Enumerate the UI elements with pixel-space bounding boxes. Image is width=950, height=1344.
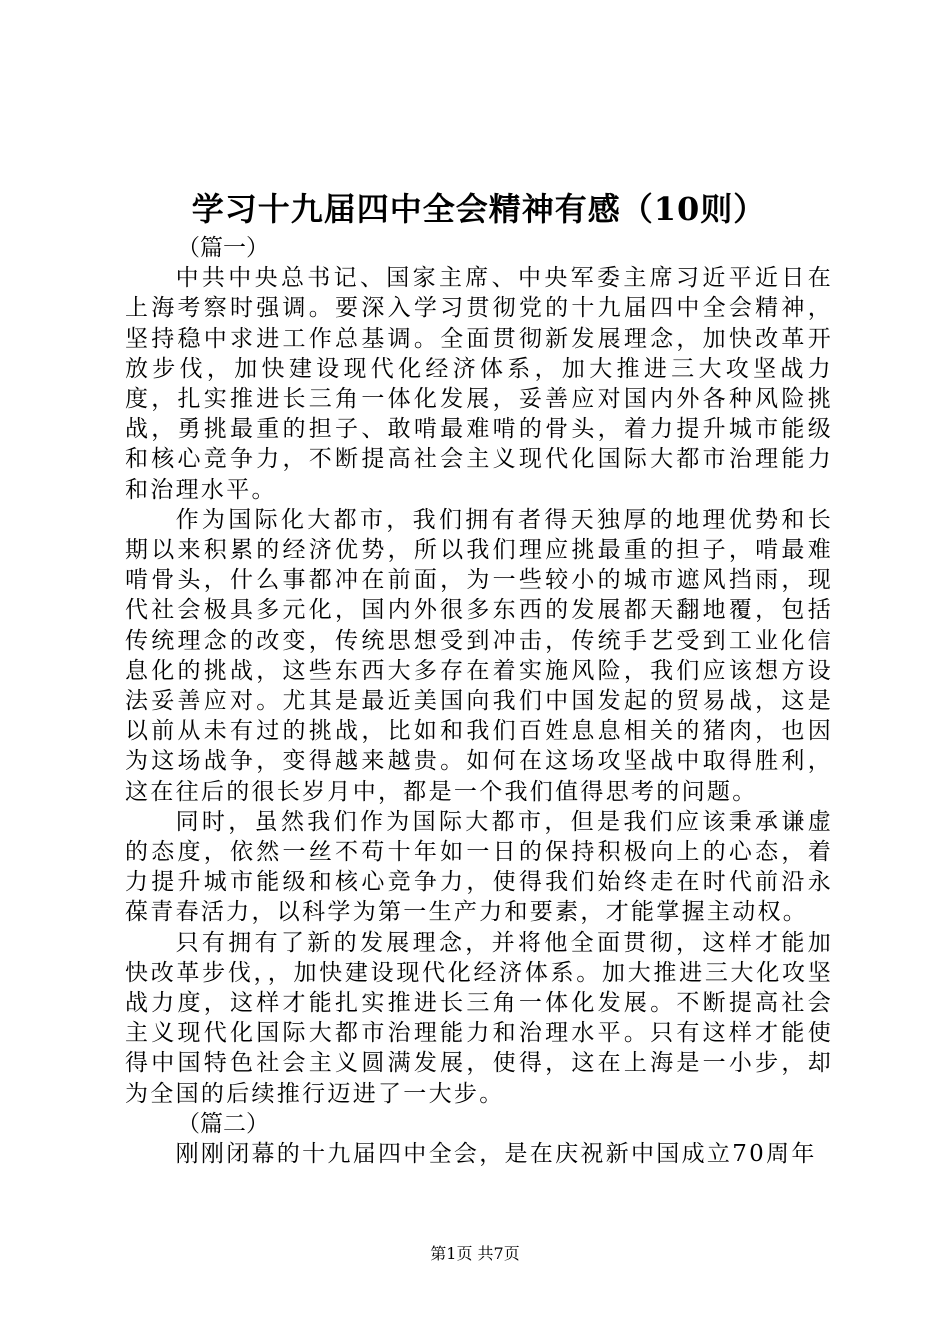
paragraph: 刚刚闭幕的十九届四中全会，是在庆祝新中国成立70周年 (175, 1141, 817, 1168)
page-footer: 第1页 共7页 (430, 1244, 520, 1263)
section-label-1: （篇一） (177, 235, 269, 261)
paragraph: 中共中央总书记、国家主席、中央军委主席习近平近日在上海考察时强调。要深入学习贯彻党的十九届四中全会精神，坚持稳中求进工作总基调。全面贯彻新发展理念，加快改革开放步伐，加快建设现代化经济体系，加大推进三大攻坚战力度，扎实推进长三角一体化发展，妥善应对国内外各种风险挑战，勇挑最重的担子、敢啃最难啃的骨头，着力提升城市能级和核心竞争力，不断提高社会主义现代化国际大都市治理能力和治理水平。 (125, 265, 833, 503)
section-label-2: （篇二） (177, 1110, 269, 1137)
paragraph: 只有拥有了新的发展理念，并将他全面贯彻，这样才能加快改革步伐，，加快建设现代化经济体系。加大推进三大化攻坚战力度，这样才能扎实推进长三角一体化发展。不断提高社会主义现代化国际大都市治理能力和治理水平。只有这样才能使得中国特色社会主义圆满发展，使得，这在上海是一小步，却为全国的后续推行迈进了一大步。 (125, 929, 833, 1107)
document-page (125, 185, 833, 1169)
paragraph: 同时，虽然我们作为国际大都市，但是我们应该秉承谦虚的态度，依然一丝不苟十年如一日的保持积极向上的心态，着力提升城市能级和核心竞争力，使得我们始终走在时代前沿永葆青春活力，以科学为第一生产力和要素，才能掌握主动权。 (125, 808, 833, 926)
paragraph: 作为国际化大都市，我们拥有者得天独厚的地理优势和长期以来积累的经济优势，所以我们理应挑最重的担子，啃最难啃骨头，什么事都冲在前面，为一些较小的城市遮风挡雨，现代社会极具多元化，国内外很多东西的发展都天翻地覆，包括传统理念的改变，传统思想受到冲击，传统手艺受到工业化信息化的挑战，这些东西大多存在着实施风险，我们应该想方设法妥善应对。尤其是最近美国向我们中国发起的贸易战，这是以前从未有过的挑战，比如和我们百姓息息相关的猪肉，也因为这场战争，变得越来越贵。如何在这场攻坚战中取得胜利，这在往后的很长岁月中，都是一个我们值得思考的问题。 (125, 506, 833, 805)
page-title: 学习十九届四中全会精神有感（10则） (191, 190, 767, 228)
